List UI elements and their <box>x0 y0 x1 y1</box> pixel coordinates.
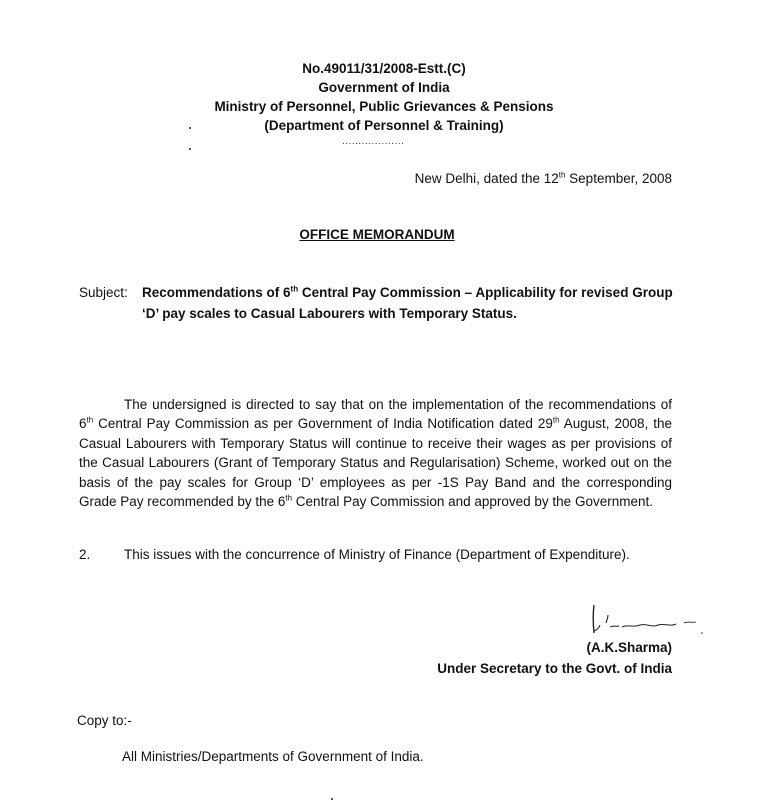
letterhead <box>0 59 768 135</box>
paragraph-1: The undersigned is directed to say that on the implementation of the recommendations of 6th Central Pay Commission as per Government of India Notification dated 29th August, 2008, the Casual Labourers with Temporary Status will continue to receive their wages as per provisions of the Casual Labourers (Grant of Temporary Status and Regularisation) Scheme, worked out on the basis of the pay scales for Group ‘D’ employees as per -1S Pay Band and the corresponding Grade Pay recommended by the 6th Central Pay Commission and approved by the Government. <box>79 397 672 510</box>
copy-to-recipient: All Ministries/Departments of Government of India. <box>122 749 424 764</box>
ministry-name: Ministry of Personnel, Public Grievances & Pensions <box>214 99 554 114</box>
department-name: (Department of Personnel & Training) <box>264 118 504 133</box>
memo-title: OFFICE MEMORANDUM <box>299 227 455 242</box>
subject-label: Subject: <box>79 285 128 300</box>
file-number: No.49011/31/2008-Estt.(C) <box>302 61 466 76</box>
scan-speck <box>331 798 333 800</box>
paragraph-2-number: 2. <box>79 547 91 562</box>
government-name: Government of India <box>318 80 450 95</box>
header-separator: ................... <box>342 136 405 147</box>
paragraph-2-text: This issues with the concurrence of Ministry of Finance (Department of Expenditure). <box>124 547 630 562</box>
scan-speck <box>189 127 191 129</box>
scan-speck <box>189 148 191 150</box>
subject-text: Recommendations of 6th Central Pay Commission – Applicability for revised Group ‘D’ pay scales to Casual Labourers with Temporary Status. <box>142 284 673 321</box>
copy-to-label: Copy to:- <box>77 713 132 728</box>
memo-date: New Delhi, dated the 12th September, 2008 <box>414 170 672 186</box>
handwritten-signature <box>588 603 708 637</box>
signatory-name: (A.K.Sharma) <box>586 640 672 655</box>
signatory-designation: Under Secretary to the Govt. of India <box>437 661 672 676</box>
